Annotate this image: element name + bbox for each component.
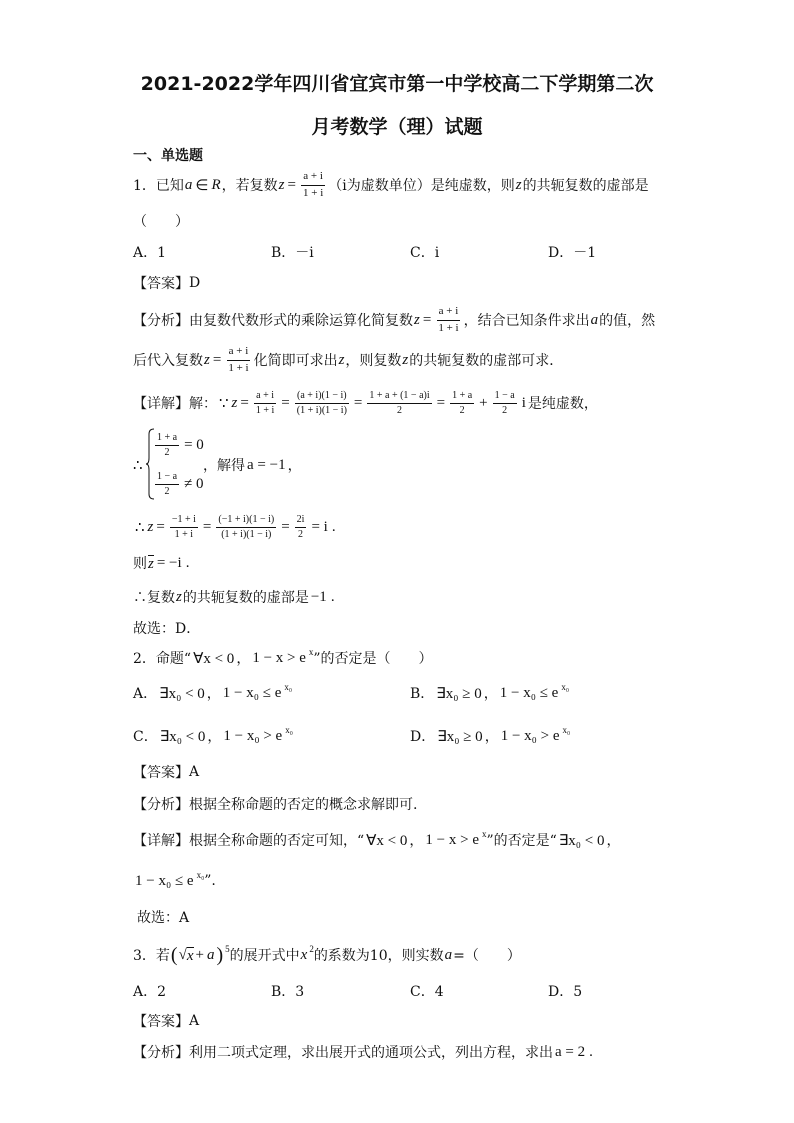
therefore-symbol: ∴ — [135, 519, 145, 536]
math-expression: ∃x₀ ≥ 0 — [436, 685, 482, 702]
exponent: 2 — [309, 944, 314, 954]
fraction-numerator: (a + i)(1 − i) — [295, 390, 349, 404]
var-z: z — [414, 311, 420, 328]
q1-stem-text-3: 的共轭复数的虚部是 — [522, 178, 649, 194]
fraction-denominator: 1 + i — [302, 186, 324, 199]
system-row-1 — [152, 430, 206, 460]
q1-option-a: A．1 — [133, 245, 167, 261]
math-expression: ∃x₀ < 0 — [159, 685, 205, 702]
fraction — [436, 305, 460, 334]
fraction-numerator: a + i — [254, 390, 276, 404]
equals: = — [422, 311, 432, 328]
detail-text-2: 是纯虚数， — [527, 396, 598, 412]
q3-stem-text-1: 3．若 — [133, 948, 170, 964]
right-paren: ) — [216, 943, 224, 966]
q1-stem — [133, 170, 649, 200]
var-z: z — [515, 176, 522, 193]
exponent: x₀ — [561, 682, 569, 692]
analysis-text-1: 由复数代数形式的乘除运算化简复数 — [189, 313, 413, 329]
q1-stem-text-2: （i为虚数单位）是纯虚数，则 — [328, 178, 515, 194]
q1-analysis-line-1 — [133, 305, 655, 335]
section-text: 一、单选题 — [133, 148, 203, 164]
q2-option-b — [410, 678, 569, 708]
q3-stem-text-3: 的系数为10，则实数 — [313, 948, 444, 964]
plus: + — [195, 946, 204, 963]
option-label: D． — [410, 729, 436, 745]
fraction-numerator: −1 + i — [170, 514, 198, 528]
period: . — [330, 588, 335, 605]
fraction-numerator: 2i — [295, 514, 307, 528]
fraction-denominator: 2 — [459, 404, 465, 416]
choose-text: 故选：D． — [133, 621, 201, 637]
fraction — [493, 390, 517, 417]
math-expression: 1 − x₀ > e — [500, 727, 560, 744]
q2-option-c — [133, 721, 293, 751]
q1-detail-line-1 — [133, 388, 598, 418]
fraction-numerator: 1 + a — [450, 390, 474, 404]
q1-stem-paren — [133, 206, 189, 236]
analysis-text-5: 化简即可求出 — [253, 353, 338, 369]
fraction — [367, 390, 431, 417]
fraction — [170, 514, 198, 541]
q1-detail-line-4 — [133, 548, 191, 578]
title-text-1: 2021-2022学年四川省宜宾市第一中学校高二下学期第二次 — [140, 72, 654, 95]
q1-detail-line-5 — [133, 582, 337, 612]
title-line-2 — [0, 110, 794, 140]
analysis-label: 【分析】 — [133, 313, 189, 329]
imaginary-part-value: −1 — [310, 588, 327, 605]
solution-text-2: ， — [287, 458, 302, 474]
fraction-numerator: (−1 + i)(1 − i) — [216, 514, 276, 528]
q2-options-row-1 — [0, 678, 794, 708]
q1-option-d: D．－1 — [548, 245, 597, 261]
answer-paren: （ ） — [133, 214, 189, 230]
conjugate-value: = −i — [156, 554, 182, 571]
q3-stem — [133, 940, 521, 970]
detail-text-2: ”的否定是“ — [486, 833, 557, 849]
analysis-text-6: ，则复数 — [345, 353, 402, 369]
math-expression: ∃x₀ ≥ 0 — [437, 728, 483, 745]
fraction-numerator: 1 − a — [493, 390, 517, 404]
q3-answer — [133, 1006, 199, 1036]
fraction — [226, 345, 250, 374]
detail-text-1: 根据全称命题的否定可知，“ — [189, 833, 365, 849]
var-a: a — [206, 946, 215, 963]
title-line-1 — [0, 67, 794, 97]
equals: = — [436, 394, 446, 411]
analysis-text: 根据全称命题的否定的概念求解即可. — [189, 797, 418, 813]
q2-analysis — [133, 789, 417, 819]
var-x: x — [300, 946, 308, 963]
in-symbol: ∈ — [195, 177, 209, 194]
math-expression: 1 − x₀ > e — [223, 727, 283, 744]
q1-choose — [133, 613, 200, 643]
q2-choose — [137, 902, 189, 932]
fraction — [301, 170, 325, 199]
fraction — [295, 390, 349, 417]
result: = i — [311, 518, 328, 535]
q1-stem-text-1: ，若复数 — [221, 178, 278, 194]
q2-stem-text-1: 2．命题“ — [133, 651, 192, 667]
answer-value: A — [189, 764, 200, 780]
equals: = — [281, 518, 290, 535]
var-z: z — [231, 394, 238, 411]
fraction-denominator: 2 — [164, 485, 170, 497]
option-label: B． — [410, 686, 435, 702]
fraction-denominator: 2 — [164, 446, 170, 458]
separator: ， — [606, 833, 621, 849]
answer-value: D — [189, 275, 201, 291]
set-r: R — [211, 176, 221, 193]
exponent: 5 — [225, 944, 230, 954]
q3-option-d: D．5 — [548, 984, 583, 1000]
option-label: C． — [133, 729, 158, 745]
analysis-text-7: 的共轭复数的虚部可求． — [409, 353, 564, 369]
plus: + — [479, 394, 488, 411]
q3-stem-text-2: 的展开式中 — [229, 948, 300, 964]
q3-options — [0, 976, 794, 1006]
fraction — [155, 432, 179, 459]
detail-text: ∴复数 — [133, 590, 175, 606]
var-z: z — [338, 351, 345, 368]
q2-detail-line-1 — [133, 825, 620, 855]
q2-option-a — [133, 678, 292, 708]
fraction — [254, 390, 276, 417]
math-expression: ∀x < 0 — [193, 650, 235, 667]
imaginary-unit: i — [521, 394, 526, 411]
var-a: a — [590, 311, 599, 328]
var-z: z — [402, 351, 409, 368]
q2-options-row-2 — [0, 721, 794, 751]
detail-text-1: 解： — [189, 396, 217, 412]
exponent: x — [481, 829, 487, 839]
system-solution — [203, 450, 302, 480]
q1-detail-line-3 — [133, 512, 338, 542]
equals: = — [287, 176, 296, 193]
math-expression: a = 2 — [555, 1043, 586, 1060]
separator: ， — [484, 729, 499, 745]
q3-analysis — [133, 1037, 595, 1067]
fraction-denominator: 1 + i — [174, 528, 194, 540]
q1-option-b: B．－i — [271, 245, 314, 261]
var-z: z — [204, 351, 210, 368]
var-z: z — [176, 588, 182, 605]
fraction-numerator: a + i — [437, 305, 461, 320]
q2-answer — [133, 757, 199, 787]
fraction-denominator: 1 + i — [228, 361, 249, 374]
exponent: x₀ — [562, 725, 571, 735]
fraction-denominator: 2 — [396, 404, 402, 416]
answer-label: 【答案】 — [133, 1014, 189, 1030]
q2-detail-line-2 — [133, 866, 216, 896]
q3-option-c: C．4 — [410, 984, 444, 1000]
detail-text-3: ”. — [204, 873, 216, 889]
period: . — [185, 554, 190, 571]
q2-option-d — [410, 721, 570, 751]
fraction-denominator: (1 + i)(1 − i) — [296, 404, 347, 416]
var-z: z — [147, 518, 154, 535]
q2-stem-text-2: ”的否定是（ ） — [313, 651, 433, 667]
analysis-text-2: ，结合已知条件求出 — [463, 313, 590, 329]
math-expression: 1 − x₀ ≤ e — [222, 684, 282, 701]
q1-analysis-line-2 — [133, 345, 563, 375]
math-expression: 1 − x > e — [252, 649, 306, 666]
fraction-denominator: 1 + i — [255, 404, 275, 416]
fraction — [450, 390, 474, 417]
solution-text-1: ，解得 — [203, 458, 245, 474]
title-text-2: 月考数学（理）试题 — [311, 115, 483, 138]
detail-text: 则 — [133, 556, 147, 572]
analysis-label: 【分析】 — [133, 1045, 189, 1061]
math-expression: 1 − x > e — [425, 831, 479, 848]
fraction-numerator: a + i — [227, 345, 251, 360]
fraction-numerator: a + i — [301, 170, 325, 185]
analysis-label: 【分析】 — [133, 797, 189, 813]
math-expression: 1 − x₀ ≤ e — [499, 684, 559, 701]
equals: = — [156, 518, 165, 535]
solution-value: a = −1 — [247, 456, 286, 473]
q3-option-a: A．2 — [133, 984, 167, 1000]
equals: = — [240, 394, 249, 411]
period: . — [331, 518, 336, 535]
analysis-text: 利用二项式定理，求出展开式的通项公式，列出方程，求出 — [189, 1045, 553, 1061]
var-z: z — [278, 176, 285, 193]
fraction-numerator: 1 + a — [155, 432, 179, 446]
because-symbol: ∵ — [219, 395, 229, 412]
q1-options — [0, 237, 794, 267]
answer-label: 【答案】 — [133, 765, 189, 781]
fraction-denominator: (1 + i)(1 − i) — [221, 528, 272, 540]
relation: = 0 — [184, 436, 204, 453]
q1-detail-system — [133, 428, 393, 500]
fraction — [155, 471, 179, 498]
q1-stem-number: 1．已知 — [133, 178, 184, 194]
answer-value: A — [189, 1013, 200, 1029]
relation: ≠ 0 — [184, 475, 204, 492]
exponent: x₀ — [284, 682, 293, 692]
fraction-denominator: 1 + i — [438, 321, 459, 334]
separator: ， — [409, 833, 424, 849]
equals: = — [212, 351, 222, 368]
therefore-symbol: ∴ — [133, 457, 143, 474]
separator: ， — [207, 729, 222, 745]
exponent: x₀ — [285, 725, 293, 735]
separator: ， — [236, 651, 251, 667]
var-a: a — [184, 176, 193, 193]
exponent: x — [308, 647, 314, 657]
option-label: A． — [133, 686, 158, 702]
analysis-text-3: 的值，然 — [599, 313, 656, 329]
radicand: x — [186, 947, 194, 964]
var-a: a — [444, 946, 453, 963]
q2-stem — [133, 643, 433, 673]
left-paren: ( — [170, 943, 178, 966]
fraction — [295, 514, 307, 541]
answer-label: 【答案】 — [133, 276, 189, 292]
detail-label: 【详解】 — [133, 396, 189, 412]
q1-answer — [133, 268, 200, 298]
math-expression: ∃x₀ < 0 — [558, 832, 605, 849]
var-z-conjugate: z — [148, 555, 154, 572]
fraction-numerator: 1 − a — [155, 471, 179, 485]
analysis-text-4: 后代入复数 — [133, 353, 203, 369]
math-expression: ∃x₀ < 0 — [159, 728, 206, 745]
system-row-2 — [152, 469, 206, 499]
period: . — [589, 1043, 593, 1060]
q3-option-b: B．3 — [271, 984, 305, 1000]
choose-text: 故选：A — [137, 910, 190, 926]
exponent: x₀ — [196, 870, 205, 880]
detail-text: 的共轭复数的虚部是 — [182, 590, 309, 606]
separator: ， — [483, 686, 498, 702]
fraction-denominator: 2 — [298, 528, 304, 540]
q1-option-c: C．i — [410, 245, 440, 261]
fraction — [216, 514, 276, 541]
section-heading — [133, 140, 203, 170]
equals: = — [202, 518, 212, 535]
sqrt-symbol: √ — [178, 946, 187, 963]
equals: = — [353, 394, 363, 411]
math-expression: 1 − x₀ ≤ e — [135, 872, 194, 889]
fraction-numerator: 1 + a + (1 − a)i — [367, 390, 431, 404]
detail-label: 【详解】 — [133, 833, 189, 849]
equals: = — [281, 394, 290, 411]
fraction-denominator: 2 — [502, 404, 508, 416]
q3-stem-text-4: =（ ） — [453, 948, 521, 964]
separator: ， — [206, 686, 221, 702]
math-expression: ∀x < 0 — [366, 832, 408, 849]
